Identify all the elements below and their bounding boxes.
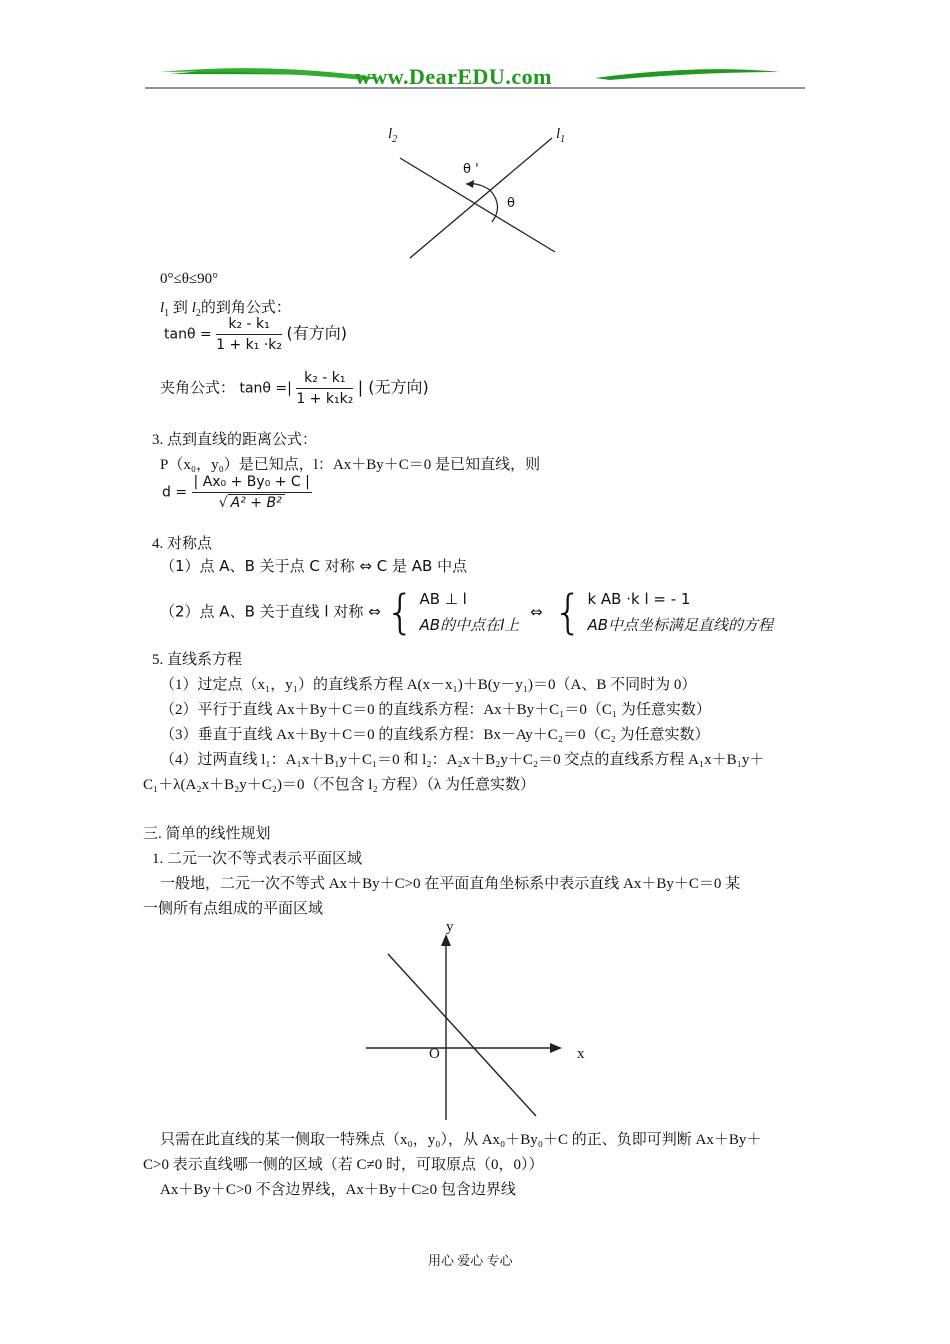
lp-sub1: 1. 二元一次不等式表示平面区域: [152, 851, 363, 867]
lp-title: 三. 简单的线性规划: [143, 826, 271, 842]
lp-para1-line2: 一侧所有点组成的平面区域: [143, 901, 324, 917]
distance-title: 3. 点到直线的距离公式：: [152, 432, 318, 448]
x-axis-arrow: [550, 1043, 562, 1053]
directed-note: (有方向): [286, 323, 347, 343]
distance-formula: d = $\frac{\text{| Ax₀ + By₀ + C |}}{\text{√ A² + B²}}$: [162, 474, 310, 511]
boundary-line: [388, 954, 536, 1116]
arrow-head: [466, 180, 474, 188]
logo-text[interactable]: www.DearEDU.com: [355, 64, 552, 89]
symmetric-item1: （1）点 A、B 关于点 C 对称 ⇔ C 是 AB 中点: [160, 557, 468, 575]
line-family-item1: （1）过定点（x₁，y₁）的直线系方程 A(x－x₁)＋B(y－y₁)＝0（A、B 不同时为 0）: [160, 677, 697, 693]
region-diagram: [360, 930, 580, 1120]
line-family-item2: （2）平行于直线 Ax＋By＋C＝0 的直线系方程：Ax＋By＋C₁＝0（C₁ 为任意实数）: [160, 702, 711, 718]
undirected-note: | (无方向): [357, 377, 429, 397]
lp-para1-line1: 一般地，二元一次不等式 Ax＋By＋C>0 在平面直角坐标系中表示直线 Ax＋By＋C＝0 某: [160, 876, 741, 892]
lp-para2-line2: C>0 表示直线哪一侧的区域（若 C≠0 时，可取原点（0，0））: [143, 1157, 544, 1173]
footer-text: 用心 爱心 专心: [428, 1253, 513, 1268]
lp-para3: Ax＋By＋C>0 不含边界线，Ax＋By＋C≥0 包含边界线: [160, 1182, 516, 1198]
symmetric-item2: （2）点 A、B 关于直线 l 对称 ⇔ { AB ⊥ l AB的中点在l上 ⇔ { k AB ·k l = - 1 AB中点坐标满足直线的方程: [160, 585, 774, 639]
tan-label: tanθ =: [164, 326, 212, 343]
distance-desc: P（x₀，y₀）是已知点，l：Ax＋By＋C＝0 是已知直线，则: [160, 457, 541, 473]
system-2: k AB ·k l = - 1 AB中点坐标满足直线的方程: [587, 590, 774, 634]
axis-x-label: x: [577, 1046, 585, 1062]
distance-fraction: $\frac{\text{| Ax₀ + By₀ + C |}}{\text{√ A² + B²}}$: [193, 474, 310, 511]
right-swoosh: [595, 69, 780, 80]
angle-diagram: [380, 120, 580, 270]
line-family-item4-line2: C₁＋λ(A₂x＋B₂y＋C₂)＝0（不包含 l₂ 方程）（λ 为任意实数）: [143, 777, 535, 793]
symmetric-title: 4. 对称点: [152, 536, 213, 552]
line-family-item3: （3）垂直于直线 Ax＋By＋C＝0 的直线系方程：Bx－Ay＋C₂＝0（C₂ 为任意实数）: [160, 727, 710, 743]
to-angle-formula: [164, 316, 347, 353]
included-angle-formula: 夹角公式： tanθ =| $\frac{\text{k₂ - k₁}}{\text{1 + k₁k₂}}$ | (无方向): [160, 370, 429, 407]
origin-label: O: [429, 1046, 440, 1062]
label-l1: $l_1$: [556, 126, 566, 145]
axis-y-label: y: [446, 919, 454, 935]
lp-para2-line1: 只需在此直线的某一侧取一特殊点（x₀，y₀），从 Ax₀＋By₀＋C 的正、负即可判断 Ax＋By＋: [160, 1132, 762, 1148]
angle-range: 0°≤θ≤90°: [160, 271, 219, 287]
included-angle-fraction: $\frac{\text{k₂ - k₁}}{\text{1 + k₁k₂}}$: [296, 370, 354, 407]
line-family-item4-line1: （4）过两直线 l₁：A₁x＋B₁y＋C₁＝0 和 l₂：A₂x＋B₂y＋C₂＝0 交点的直线系方程 A₁x＋B₁y＋: [160, 752, 765, 768]
line-family-title: 5. 直线系方程: [152, 652, 243, 668]
label-theta-prime: θ ': [463, 162, 479, 177]
label-theta: θ: [507, 196, 515, 211]
system-1: AB ⊥ l AB的中点在l上: [419, 590, 520, 634]
line-l1: [410, 138, 552, 258]
label-l2: $l_2$: [388, 126, 398, 145]
to-angle-title: $l_1$ 到 $l_2$的到角公式：: [160, 300, 291, 319]
to-angle-fraction: $\frac{\text{k₂ - k₁}}{\text{1 + k₁ ·k₂}}$: [216, 316, 283, 353]
